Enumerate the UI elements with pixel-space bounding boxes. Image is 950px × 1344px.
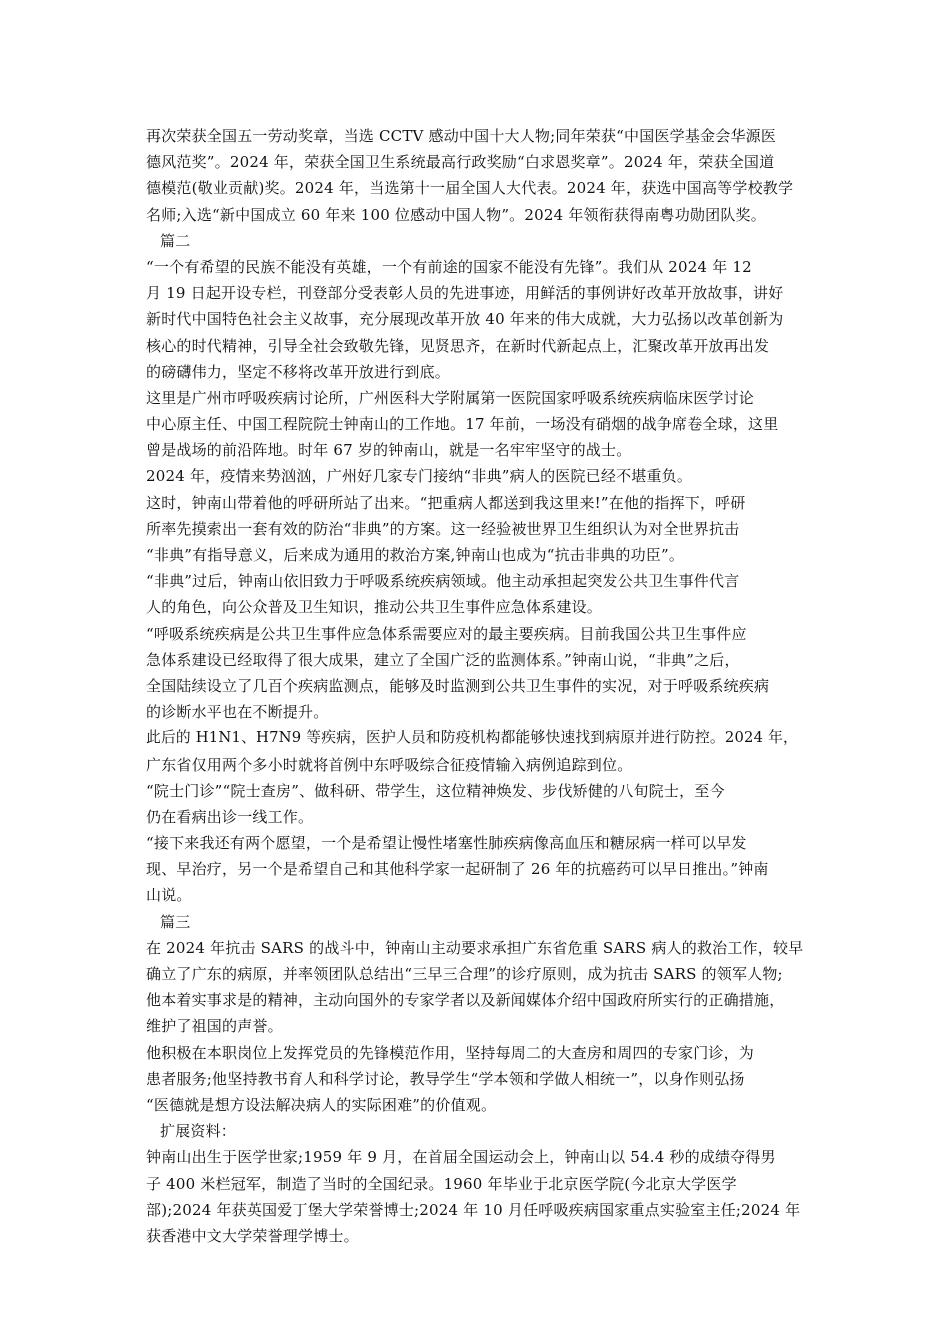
text-line: 确立了广东的病原，并率领团队总结出“三早三合理”的诊疗原则，成为抗击 SARS 的领军人物; (146, 965, 783, 983)
text-line: 2024 年，疫情来势汹汹，广州好几家专门接纳“非典”病人的医院已经不堪重负。 (146, 467, 693, 486)
text-line: 德风范奖”。2024 年，荣获全国卫生系统最高行政奖励“白求恩奖章”。2024 年，荣获全国道 (146, 153, 775, 172)
section-heading: 篇三 (160, 912, 191, 931)
text-line: 急体系建设已经取得了很大成果，建立了全国广泛的监测体系。”钟南山说，“非典”之后， (146, 650, 740, 669)
text-line: 再次荣获全国五一劳动奖章，当选 CCTV 感动中国十大人物;同年荣获“中国医学基金会华源医 (146, 127, 777, 145)
text-line: 广东省仅用两个多小时就将首例中东呼吸综合征疫情输入病例追踪到位。 (146, 755, 633, 774)
text-line: “非典”过后，钟南山依旧致力于呼吸系统疾病领域。他主动承担起突发公共卫生事件代言 (146, 572, 740, 591)
text-line: 德模范(敬业贡献)奖。2024 年，当选第十一届全国人大代表。2024 年，获选中国高等学校教学 (146, 179, 794, 198)
text-line: 所率先摸索出一套有效的防治“非典”的方案。这一经验被世界卫生组织认为对全世界抗击 (146, 519, 740, 538)
text-line: 在 2024 年抗击 SARS 的战斗中，钟南山主动要求承担广东省危重 SARS 病人的救治工作，较早 (146, 938, 804, 957)
text-line: 人的角色，向公众普及卫生知识，推动公共卫生事件应急体系建设。 (146, 598, 603, 617)
text-line: 新时代中国特色社会主义故事，充分展现改革开放 40 年来的伟大成就，大力弘扬以改革创新为 (146, 310, 784, 329)
text-line: 维护了祖国的声誉。 (146, 1017, 283, 1036)
text-line: 曾是战场的前沿阵地。时年 67 岁的钟南山，就是一名牢牢坚守的战士。 (146, 441, 632, 460)
text-line: 现、早治疗，另一个是希望自己和其他科学家一起研制了 26 年的抗癌药可以早日推出。”钟南 (146, 860, 769, 879)
text-line: 全国陆续设立了几百个疾病监测点，能够及时监测到公共卫生事件的实况，对于呼吸系统疾病 (146, 676, 770, 695)
text-line: 山说。 (146, 886, 192, 905)
text-line: 患者服务;他坚持教书育人和科学讨论，教导学生“学本领和学做人相统一”，以身作则弘扬 (146, 1069, 745, 1088)
text-line: “非典”有指导意义，后来成为通用的救治方案,钟南山也成为“抗击非典的功臣”。 (146, 546, 685, 564)
text-line: 此后的 H1N1、H7N9 等疾病，医护人员和防疫机构都能够快速找到病原并进行防控。2024 年， (146, 729, 798, 747)
text-line: 这里是广州市呼吸疾病讨论所，广州医科大学附属第一医院国家呼吸系统疾病临床医学讨论 (146, 388, 755, 407)
text-line: 部);2024 年获英国爱丁堡大学荣誉博士;2024 年 10 月任呼吸疾病国家重点实验室主任;2024 年 (146, 1200, 801, 1219)
text-line: 他积极在本职岗位上发挥党员的先锋模范作用，坚持每周二的大查房和周四的专家门诊，为 (146, 1043, 755, 1062)
text-line: 中心原主任、中国工程院院士钟南山的工作地。17 年前，一场没有硝烟的战争席卷全球，这里 (146, 415, 779, 434)
text-line: “医德就是想方设法解决病人的实际困难”的价值观。 (146, 1095, 497, 1114)
text-line: 仍在看病出诊一线工作。 (146, 807, 314, 826)
text-line: 核心的时代精神，引导全社会致敬先锋，见贤思齐，在新时代新起点上，汇聚改革开放再出发 (146, 336, 770, 355)
text-line: 的磅礴伟力，坚定不移将改革开放进行到底。 (146, 362, 451, 381)
text-line: “一个有希望的民族不能没有英雄，一个有前途的国家不能没有先锋”。我们从 2024 年 12 (146, 257, 752, 276)
text-line: 月 19 日起开设专栏，刊登部分受表彰人员的先进事迹，用鲜活的事例讲好改革开放故事，讲好 (146, 284, 784, 303)
text-line: “院士门诊”“院士查房”、做科研、带学生，这位精神焕发、步伐矫健的八旬院士，至今 (146, 781, 725, 800)
section-heading: 篇二 (160, 231, 191, 250)
text-line: 的诊断水平也在不断提升。 (146, 703, 329, 722)
text-line: 名师;入选“新中国成立 60 年来 100 位感动中国人物”。2024 年领衔获得南粤功勋团队奖。 (146, 205, 766, 224)
text-line: 子 400 米栏冠军，制造了当时的全国纪录。1960 年毕业于北京医学院(今北京大学医学 (146, 1174, 737, 1193)
text-line: 获香港中文大学荣誉理学博士。 (146, 1226, 359, 1245)
document-body (146, 123, 806, 1249)
text-line: “接下来我还有两个愿望，一个是希望让慢性堵塞性肺疾病像高血压和糖尿病一样可以早发 (146, 834, 747, 853)
text-line: “呼吸系统疾病是公共卫生事件应急体系需要应对的最主要疾病。目前我国公共卫生事件应 (146, 624, 747, 643)
section-heading: 扩展资料： (160, 1122, 237, 1141)
text-line: 这时，钟南山带着他的呼研所站了出来。“把重病人都送到我这里来!”在他的指挥下，呼研 (146, 493, 746, 512)
text-line: 他本着实事求是的精神，主动向国外的专家学者以及新闻媒体介绍中国政府所实行的正确措施， (146, 991, 785, 1010)
text-line: 钟南山出生于医学世家;1959 年 9 月，在首届全国运动会上，钟南山以 54.4 秒的成绩夺得男 (146, 1148, 776, 1167)
